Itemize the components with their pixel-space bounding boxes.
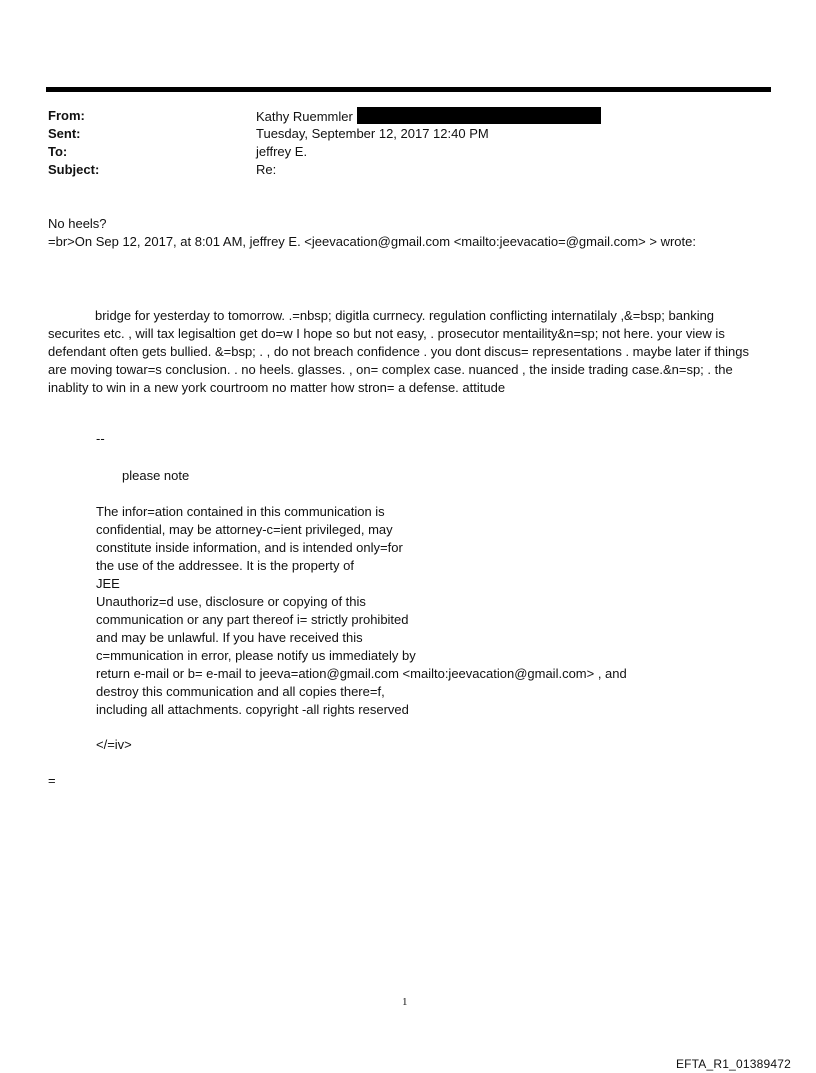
header-rule — [46, 87, 771, 92]
disclaimer-line: the use of the addressee. It is the property of — [96, 558, 354, 573]
disclaimer-line: constitute inside information, and is intended only=for — [96, 540, 403, 555]
sent-value: Tuesday, September 12, 2017 12:40 PM — [256, 126, 489, 141]
disclaimer-line: c=mmunication in error, please notify us immediately by — [96, 648, 416, 663]
sent-label: Sent: — [48, 126, 81, 141]
bates-number: EFTA_R1_01389472 — [675, 1057, 791, 1071]
redaction-bar — [357, 107, 601, 124]
subject-label: Subject: — [48, 162, 100, 177]
disclaimer-line: communication or any part thereof i= strictly prohibited — [96, 612, 409, 627]
disclaimer-line: and may be unlawful. If you have received this — [96, 630, 363, 645]
closing-tag-text: </=iv> — [96, 737, 132, 752]
disclaimer-line: JEE — [96, 576, 120, 591]
disclaimer-line: return e-mail or b= e-mail to jeeva=ation@gmail.com <mailto:jeevacation@gmail.com> , and — [96, 666, 627, 681]
signature-separator: -- — [96, 431, 105, 446]
disclaimer-line: The infor=ation contained in this communication is — [96, 504, 385, 519]
from-value: Kathy Ruemmler — [256, 109, 353, 124]
disclaimer-line: destroy this communication and all copies there=f, — [96, 684, 385, 699]
trailing-equals: = — [48, 773, 56, 788]
page-number: 1 — [402, 996, 408, 1008]
please-note: please note — [122, 468, 190, 483]
to-label: To: — [48, 144, 68, 159]
to-value: jeffrey E. — [256, 144, 308, 159]
disclaimer-line: confidential, may be attorney-c=ient privileged, may — [96, 522, 393, 537]
reply-text: No heels? — [48, 216, 107, 231]
subject-value: Re: — [256, 162, 277, 177]
confidentiality-disclaimer — [96, 503, 627, 719]
quote-attribution: =br>On Sep 12, 2017, at 8:01 AM, jeffrey E. <jeevacation@gmail.com <mailto:jeevacatio=@gmail.com> > wrote: — [48, 234, 696, 249]
from-label: From: — [48, 108, 85, 123]
quoted-message-body: bridge for yesterday to tomorrow. .=nbsp; digitla currnecy. regulation conflicting internatilaly ,&=bsp; banking securites etc. , will tax legisalti​on get do=w I hope so but not easy, . prosecutor mentaility&n=sp; not here. your view is defendant often gets bullied. &=bsp; . , do not breach confidence . you dont discus= representations . maybe later if things are moving towar=s conclusion. . no heels. glasses. , on= complex case. nuanced , the inside trading case.&n=sp; . the inablity to win in a new york courtroom no matter how stron= a defense. attitude — [48, 308, 750, 395]
disclaimer-line: Unauthoriz=d use, disclosure or copying of this — [96, 594, 366, 609]
disclaimer-line: including all attachments. copyright -all rights reserved — [96, 702, 409, 717]
